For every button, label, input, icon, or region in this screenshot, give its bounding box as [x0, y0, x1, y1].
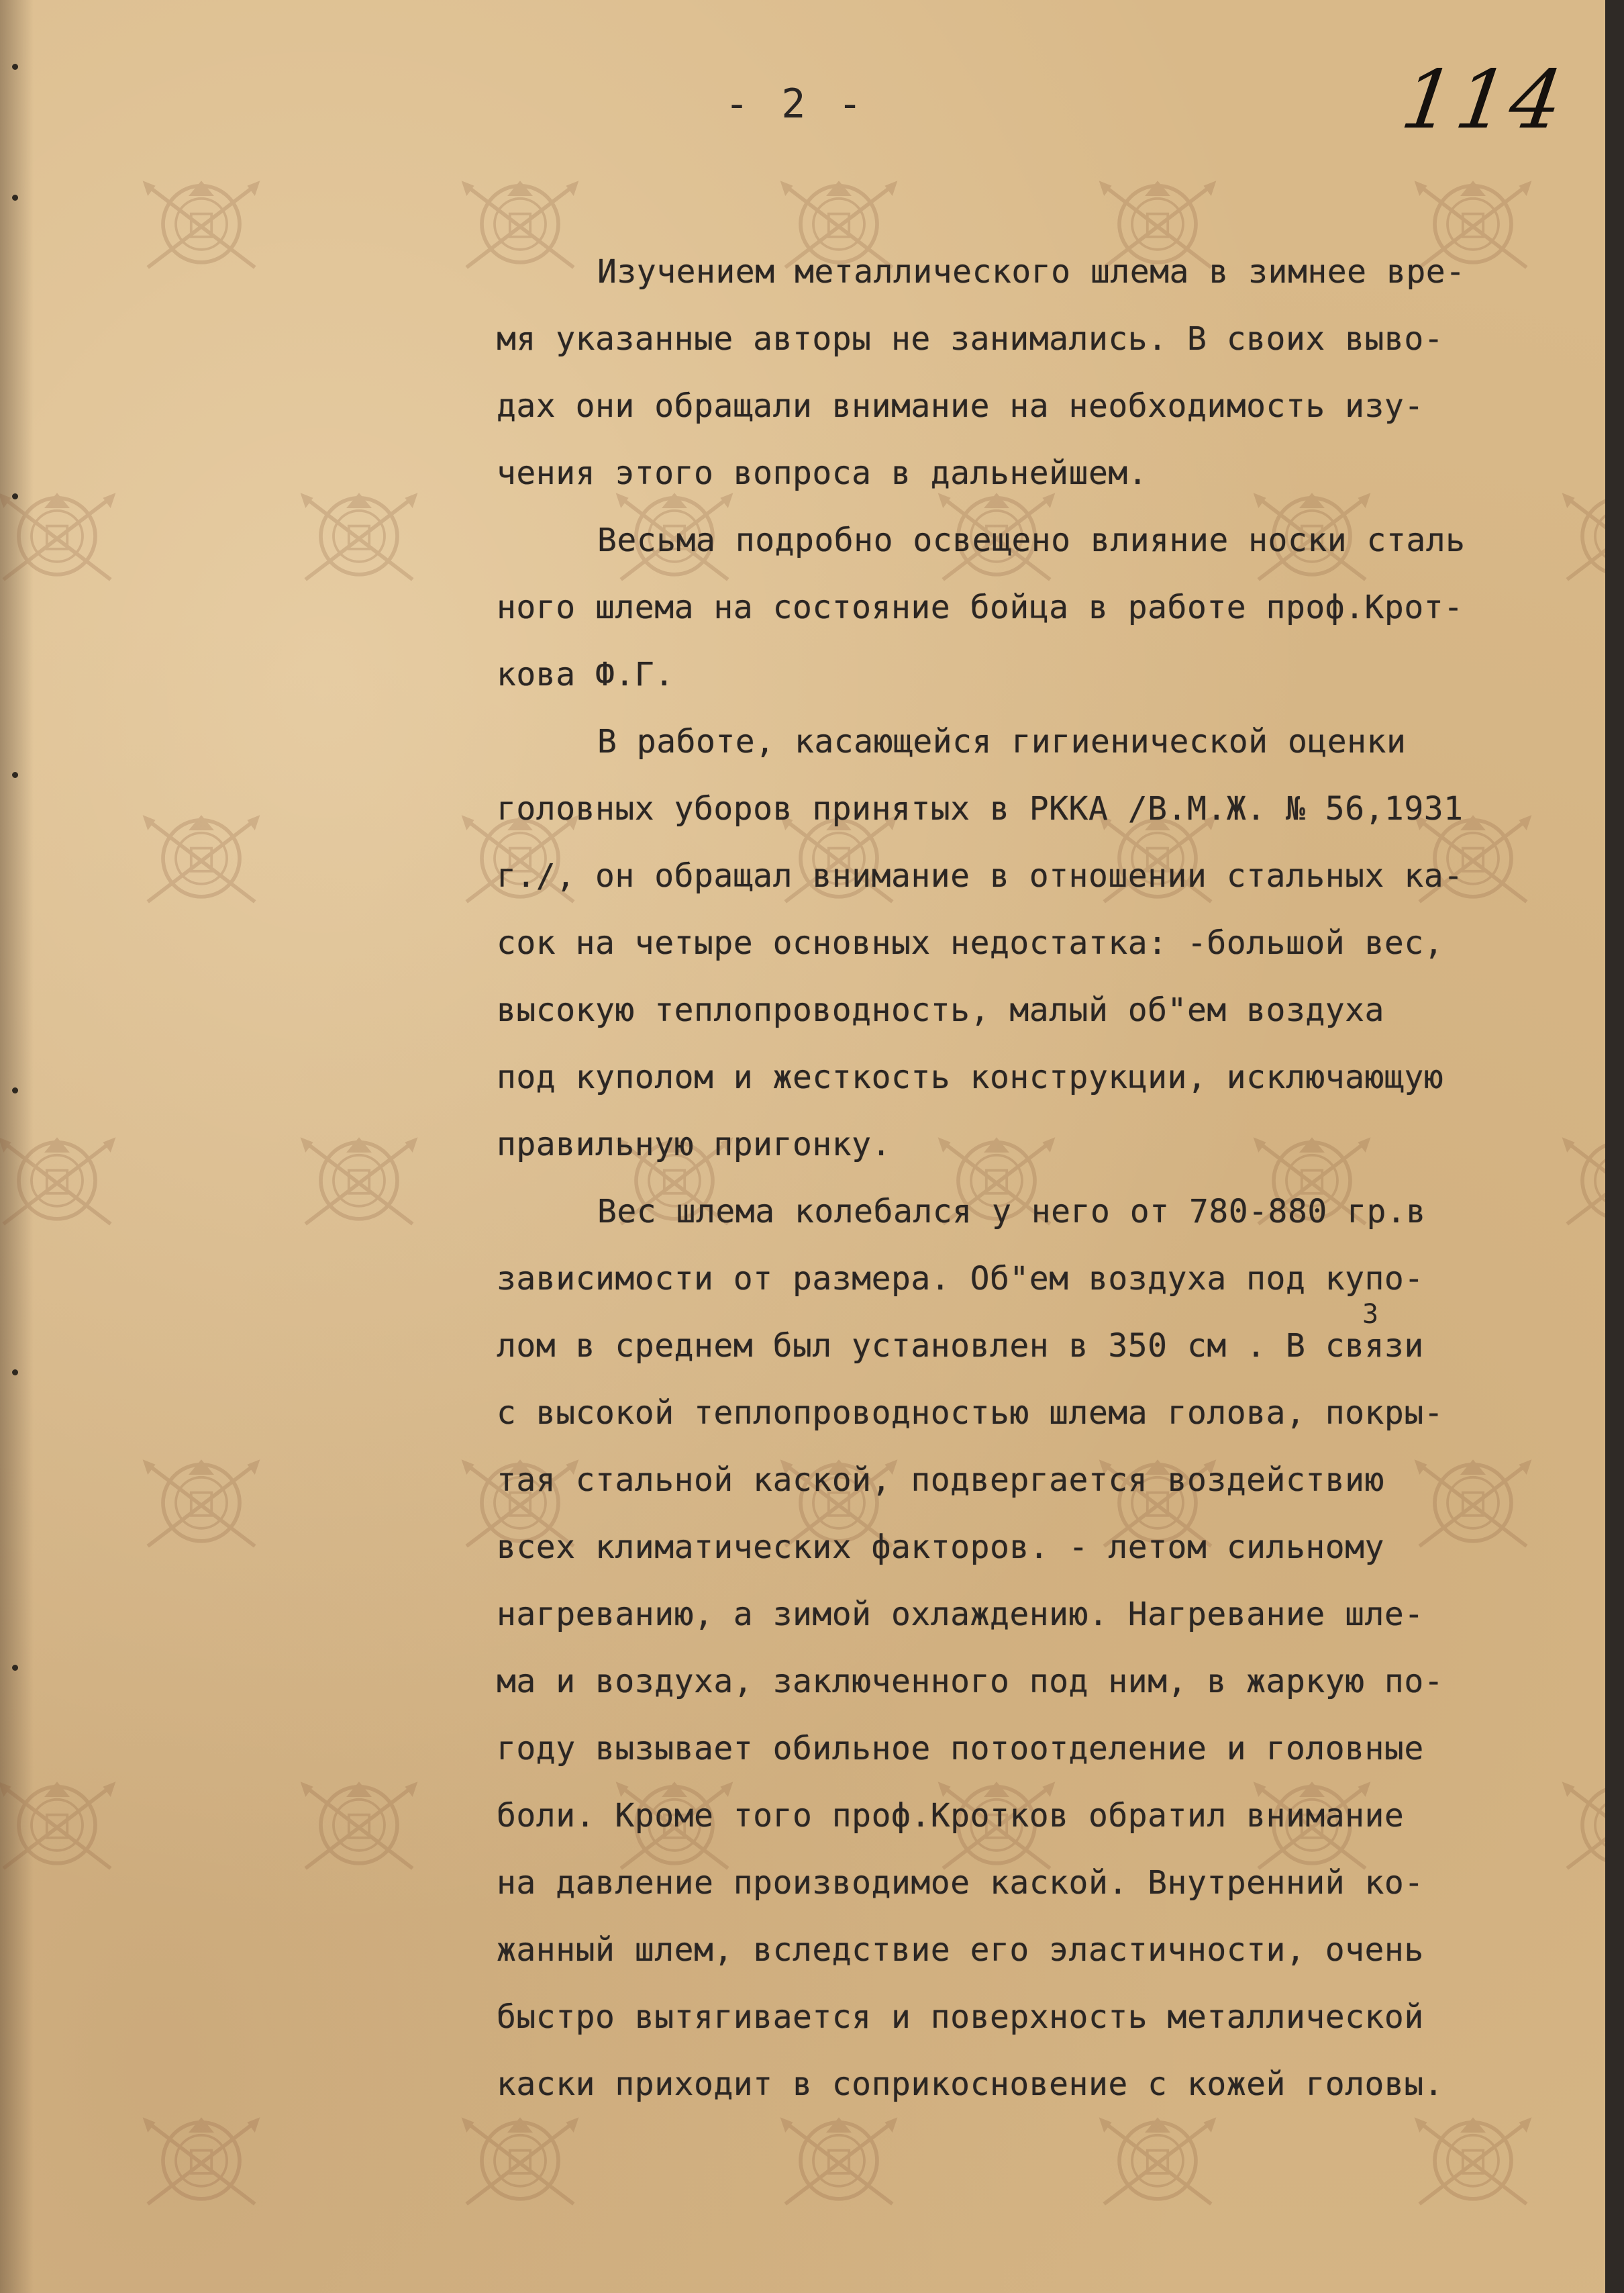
- text-line: каски приходит в соприкосновение с кожей головы.: [497, 2065, 1444, 2103]
- text-line: боли. Кроме того проф.Кротков обратил внимание: [497, 1797, 1405, 1835]
- binder-hole-icon: [12, 1369, 18, 1375]
- binder-hole-icon: [12, 772, 18, 778]
- crest-watermark-icon: [295, 1759, 423, 1886]
- page-number: - 2 -: [725, 81, 866, 128]
- crest-watermark-icon: [0, 470, 121, 597]
- superscript-cubic-mark: 3: [1362, 1299, 1379, 1330]
- text-line: Изучением металлического шлема в зимнее вре-: [597, 253, 1466, 291]
- body-text: [497, 238, 1611, 2118]
- text-line: году вызывает обильное потоотделение и головные: [497, 1730, 1424, 1767]
- text-line: ма и воздуха, заключенного под ним, в жаркую по-: [497, 1663, 1444, 1700]
- text-line: нагреванию, а зимой охлаждению. Нагревание шле-: [497, 1596, 1424, 1633]
- text-line: всех климатических факторов. - летом сильному: [497, 1528, 1384, 1566]
- crest-watermark-icon: [0, 1759, 121, 1886]
- text-line: кова Ф.Г.: [497, 656, 674, 693]
- text-line: с высокой теплопроводностью шлема голова, покры-: [497, 1394, 1444, 1432]
- text-line: г./, он обращал внимание в отношении стальных ка-: [497, 857, 1464, 895]
- crest-watermark-icon: [138, 2094, 265, 2222]
- text-line: Вес шлема колебался у него от 780-880 гр.в: [597, 1193, 1426, 1230]
- scan-background-edge: [1605, 0, 1624, 2293]
- text-line: лом в среднем был установлен в 350 см . В связи: [497, 1327, 1424, 1365]
- text-line: на давление производимое каской. Внутренний ко-: [497, 1864, 1424, 1902]
- text-line: ного шлема на состояние бойца в работе проф.Крот-: [497, 589, 1464, 626]
- text-line: головных уборов принятых в РККА /В.М.Ж. № 56,1931: [497, 790, 1464, 828]
- binder-hole-icon: [12, 64, 18, 70]
- text-line: Весьма подробно освещено влияние носки сталь: [597, 522, 1466, 559]
- text-line: В работе, касающейся гигиенической оценки: [597, 723, 1407, 761]
- binder-hole-icon: [12, 1665, 18, 1671]
- crest-watermark-icon: [138, 1436, 265, 1564]
- folio-number-handwritten: 114: [1396, 54, 1571, 147]
- text-line: правильную пригонку.: [497, 1126, 891, 1163]
- text-line: под куполом и жесткость конструкции, исключающую: [497, 1059, 1444, 1096]
- text-line: высокую теплопроводность, малый об"ем воздуха: [497, 991, 1384, 1029]
- crest-watermark-icon: [295, 1114, 423, 1242]
- crest-watermark-icon: [295, 470, 423, 597]
- text-line: быстро вытягивается и поверхность металлической: [497, 1998, 1424, 2036]
- text-line: дах они обращали внимание на необходимость изу-: [497, 387, 1424, 425]
- text-line: тая стальной каской, подвергается воздействию: [497, 1461, 1384, 1499]
- crest-watermark-icon: [0, 1114, 121, 1242]
- text-line: чения этого вопроса в дальнейшем.: [497, 454, 1148, 492]
- crest-watermark-icon: [138, 158, 265, 285]
- binder-hole-icon: [12, 1087, 18, 1093]
- text-line: зависимости от размера. Об"ем воздуха под купо-: [497, 1260, 1424, 1298]
- text-line: сок на четыре основных недостатка: -большой вес,: [497, 924, 1444, 962]
- text-line: мя указанные авторы не занимались. В своих выво-: [497, 320, 1444, 358]
- binder-hole-icon: [12, 195, 18, 201]
- text-line: жанный шлем, вследствие его эластичности, очень: [497, 1931, 1424, 1969]
- crest-watermark-icon: [138, 792, 265, 920]
